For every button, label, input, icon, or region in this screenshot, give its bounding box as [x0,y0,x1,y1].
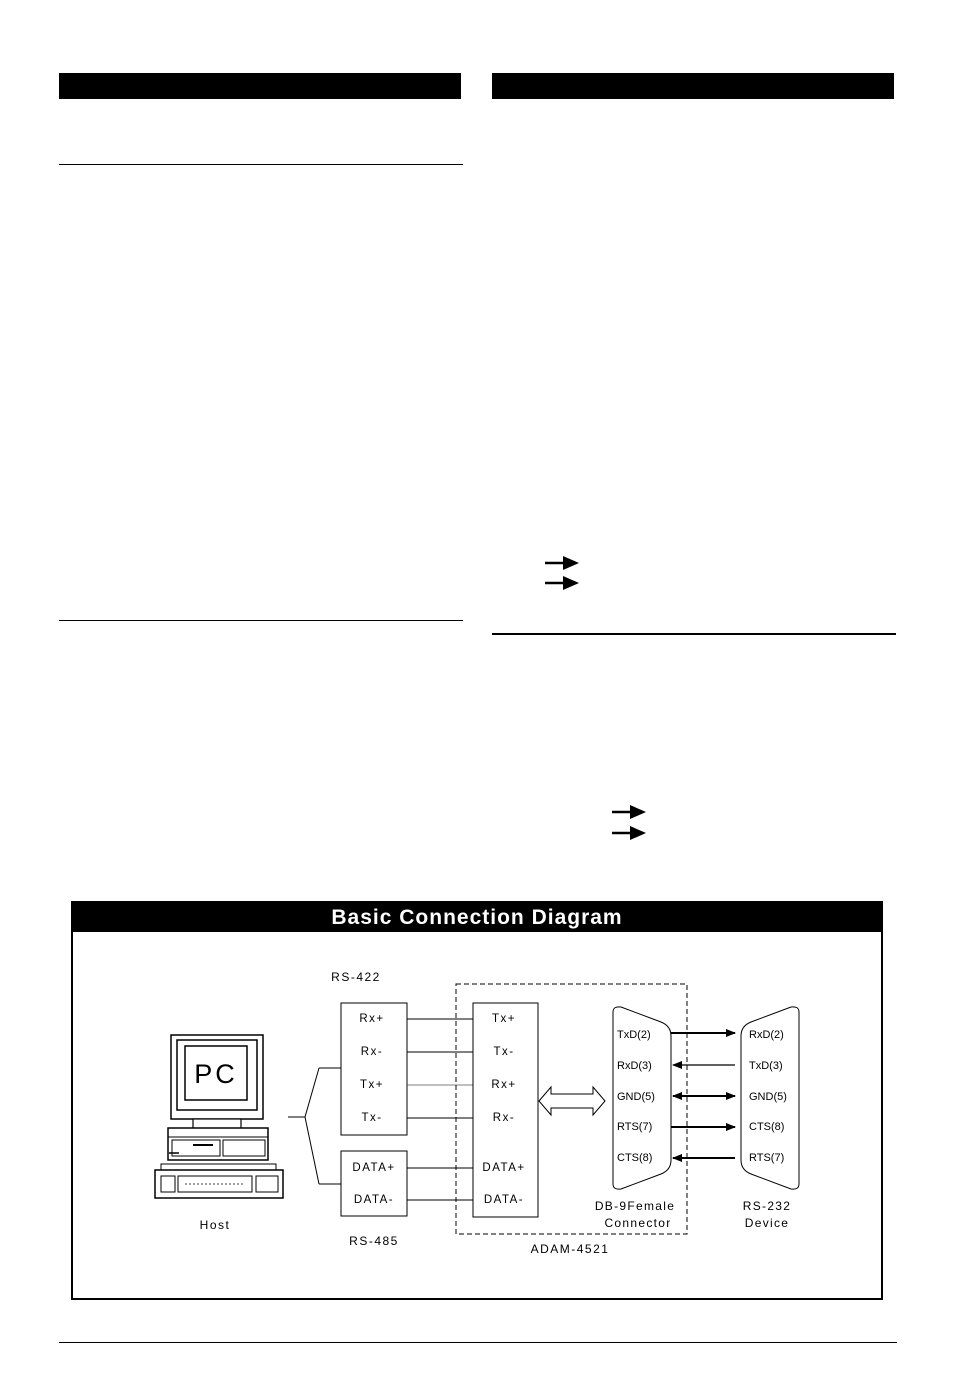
rs232-pin: RTS(7) [749,1152,785,1164]
rs422-pin: Rx- [360,1046,384,1058]
connection-diagram-frame [71,901,883,1300]
right-section-rule [492,633,896,635]
arrow-right-icon [612,804,648,820]
adam-pin: Rx+ [491,1079,517,1091]
db9-pin: TxD(2) [617,1029,651,1041]
db9-caption: Connector [604,1216,672,1230]
adam-pin: Tx- [493,1046,515,1058]
db9-pin: RTS(7) [617,1121,653,1133]
rs232-pin: GND(5) [749,1091,787,1103]
right-column-header-bar [492,73,894,99]
db9-pin: CTS(8) [617,1152,653,1164]
diagram-title: Basic Connection Diagram [73,903,881,932]
left-section-rule-2 [59,620,463,621]
footer-rule [59,1342,897,1343]
rs485-pin: DATA- [353,1194,395,1206]
rs422-pin: Tx- [361,1112,383,1124]
adam-4521-box [473,1003,538,1217]
adam-pin: DATA- [483,1194,525,1206]
connection-diagram [73,932,881,1298]
left-column-header-bar [59,73,461,99]
rs422-pin: Tx+ [360,1079,384,1091]
rs232-pin: RxD(2) [749,1029,784,1041]
bus-wires [407,1019,473,1200]
db9-caption: DB-9Female [594,1199,676,1213]
rs422-label: RS-422 [331,970,381,984]
arrow-right-icon [545,575,581,591]
adam-pin: Rx- [492,1112,516,1124]
rs422-pin: Rx+ [359,1013,385,1025]
rs232-pin: CTS(8) [749,1121,785,1133]
rs232-caption: RS-232 [742,1199,792,1213]
data-flow-double-arrow [539,1087,605,1115]
db9-pin: RxD(3) [617,1060,652,1072]
pc-screen-label: PC [194,1059,238,1089]
adam-pin: DATA+ [482,1162,526,1174]
rs232-caption: Device [744,1216,790,1230]
adam-pin: Tx+ [492,1013,516,1025]
adam-4521-label: ADAM-4521 [530,1242,610,1256]
rs232-signal-arrows [671,1033,735,1158]
rs485-pin: DATA+ [352,1162,396,1174]
arrow-right-icon [612,825,648,841]
arrow-right-icon [545,555,581,571]
rs485-box [341,1151,407,1216]
host-caption: Host [199,1218,231,1232]
left-section-rule-1 [59,164,463,165]
rs232-pin: TxD(3) [749,1060,783,1072]
rs485-label: RS-485 [349,1234,399,1248]
host-bracket-wire [288,1068,341,1184]
db9-pin: GND(5) [617,1091,655,1103]
